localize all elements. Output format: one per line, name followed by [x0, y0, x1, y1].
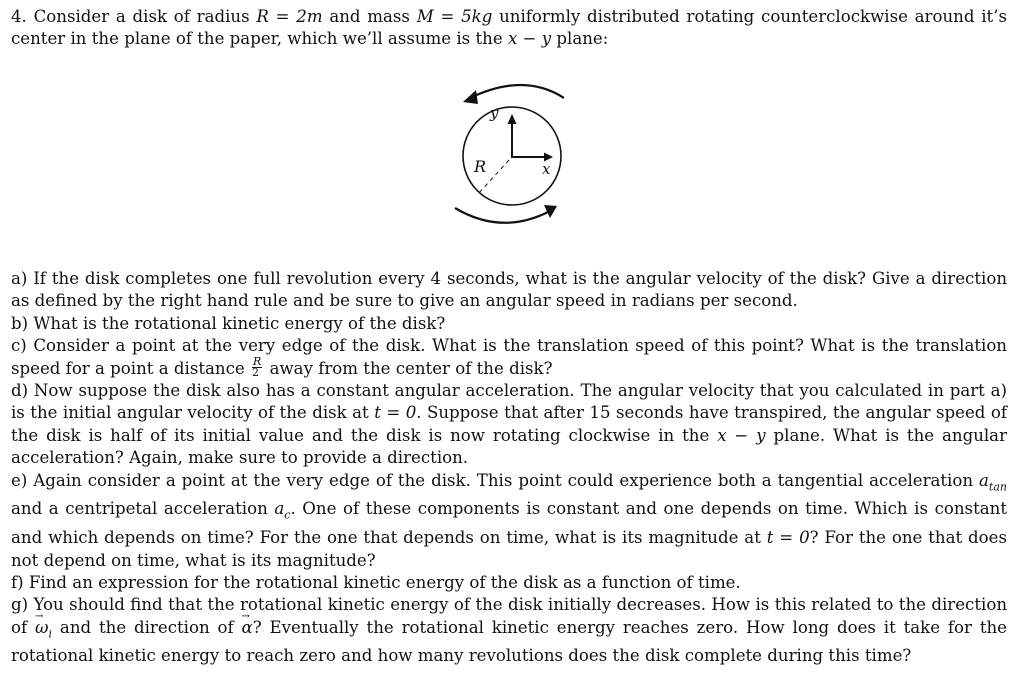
omega-subscript: i	[48, 627, 53, 641]
omega-symbol: → ω	[35, 617, 49, 639]
centripetal-acceleration-symbol	[274, 499, 291, 522]
part-e-t-zero: t = 0	[766, 528, 810, 548]
t-zero: t = 0	[374, 403, 417, 423]
part-e-text-4: ? For the one that does not depend on time, what is its magnitude?	[11, 528, 1007, 570]
part-d-text-3: plane. What is the angular acceleration? Again, make sure to provide a direction.	[11, 425, 1008, 468]
bottom-rotation-arrow	[455, 208, 550, 223]
y-axis-label: y	[490, 104, 499, 122]
y-axis-arrowhead-icon	[508, 114, 517, 124]
mass-symbol: M	[416, 7, 434, 26]
radius-label: R	[474, 157, 487, 176]
plane-suffix: plane:	[556, 29, 609, 49]
plane-expression: x − y	[507, 29, 552, 49]
r-over-2-fraction	[252, 354, 262, 379]
part-e-text-3: . One of these components is constant and one depends on time. Which is constant and which depends on time? For the one that depends on time, what is its magnitude at	[11, 499, 1007, 548]
part-g-text-2: and the direction of	[59, 617, 234, 637]
ac-subscript: c	[284, 508, 291, 522]
equals-sign-2: =	[440, 7, 455, 26]
intro-text-1: Consider a disk of radius	[33, 7, 250, 26]
part-f: f) Find an expression for the rotational kinetic energy of the disk as a function of time.	[11, 572, 741, 592]
part-e-text-2: and a centripetal acceleration	[11, 499, 268, 519]
part-d-plane: x − y	[717, 425, 766, 445]
part-c-text-1: c) Consider a point at the very edge of the disk. What is the translation speed of this point? What is the translation speed for a point a distance	[11, 336, 1007, 378]
x-axis-label: x	[542, 160, 551, 178]
omega-initial-vector	[35, 617, 53, 641]
atan-letter: a	[979, 470, 989, 490]
part-g-text-1: g) You should find that the rotational kinetic energy of the disk initially decreases. How is this related to the direction of	[11, 595, 1007, 637]
radius-symbol: R	[256, 7, 269, 26]
part-g-text-3: ? Eventually the rotational kinetic energy reaches zero. How long does it take for the rotational kinetic energy to reach zero and how many revolutions does the disk complete during this time?	[11, 617, 1007, 666]
part-e	[11, 470, 1007, 572]
fraction-numerator: R	[253, 354, 262, 368]
tangential-acceleration-symbol	[979, 470, 1007, 493]
question-parts	[11, 268, 1007, 668]
bottom-arrowhead-icon	[544, 205, 557, 218]
intro-text-2: uniformly distributed rotating counterclockwise around it’s center in the plane of the paper, which we’ll assume is the	[11, 7, 1007, 49]
part-d-text-1: d) Now suppose the disk also has a constant angular acceleration. The angular velocity that you calculated in part a) is the initial angular velocity of the disk at	[11, 381, 1007, 423]
and-mass-text: and mass	[329, 7, 410, 26]
top-arrowhead-icon	[463, 90, 478, 104]
part-c	[11, 335, 1007, 380]
part-g	[11, 594, 1007, 668]
ac-letter: a	[274, 499, 285, 519]
part-d	[11, 380, 1007, 470]
problem-statement	[11, 6, 1007, 51]
mass-value: 5kg	[461, 7, 493, 26]
part-b: b) What is the rotational kinetic energy of the disk?	[11, 313, 446, 333]
top-rotation-arrow	[470, 85, 564, 98]
part-e-text-1: e) Again consider a point at the very edge of the disk. This point could experience both a tangential acceleration	[11, 470, 974, 490]
equals-sign-1: =	[275, 7, 290, 26]
problem-number: 4.	[11, 7, 27, 26]
radius-value: 2m	[296, 7, 323, 26]
fraction-denominator: 2	[252, 365, 259, 379]
part-a: a) If the disk completes one full revolution every 4 seconds, what is the angular velocity of the disk? Give a direction as defined by the right hand rule and be sure to give an angular speed in radians per second.	[11, 269, 1007, 311]
part-c-text-2: away from the center of the disk?	[269, 358, 553, 378]
atan-subscript: tan	[988, 479, 1007, 493]
rotating-disk-figure	[440, 78, 580, 233]
alpha-vector-symbol: → α	[241, 617, 252, 639]
part-d-text-2: . Suppose that after 15 seconds have transpired, the angular speed of the disk is half of its initial value and the disk is now rotating clockwise in the	[11, 403, 1007, 445]
